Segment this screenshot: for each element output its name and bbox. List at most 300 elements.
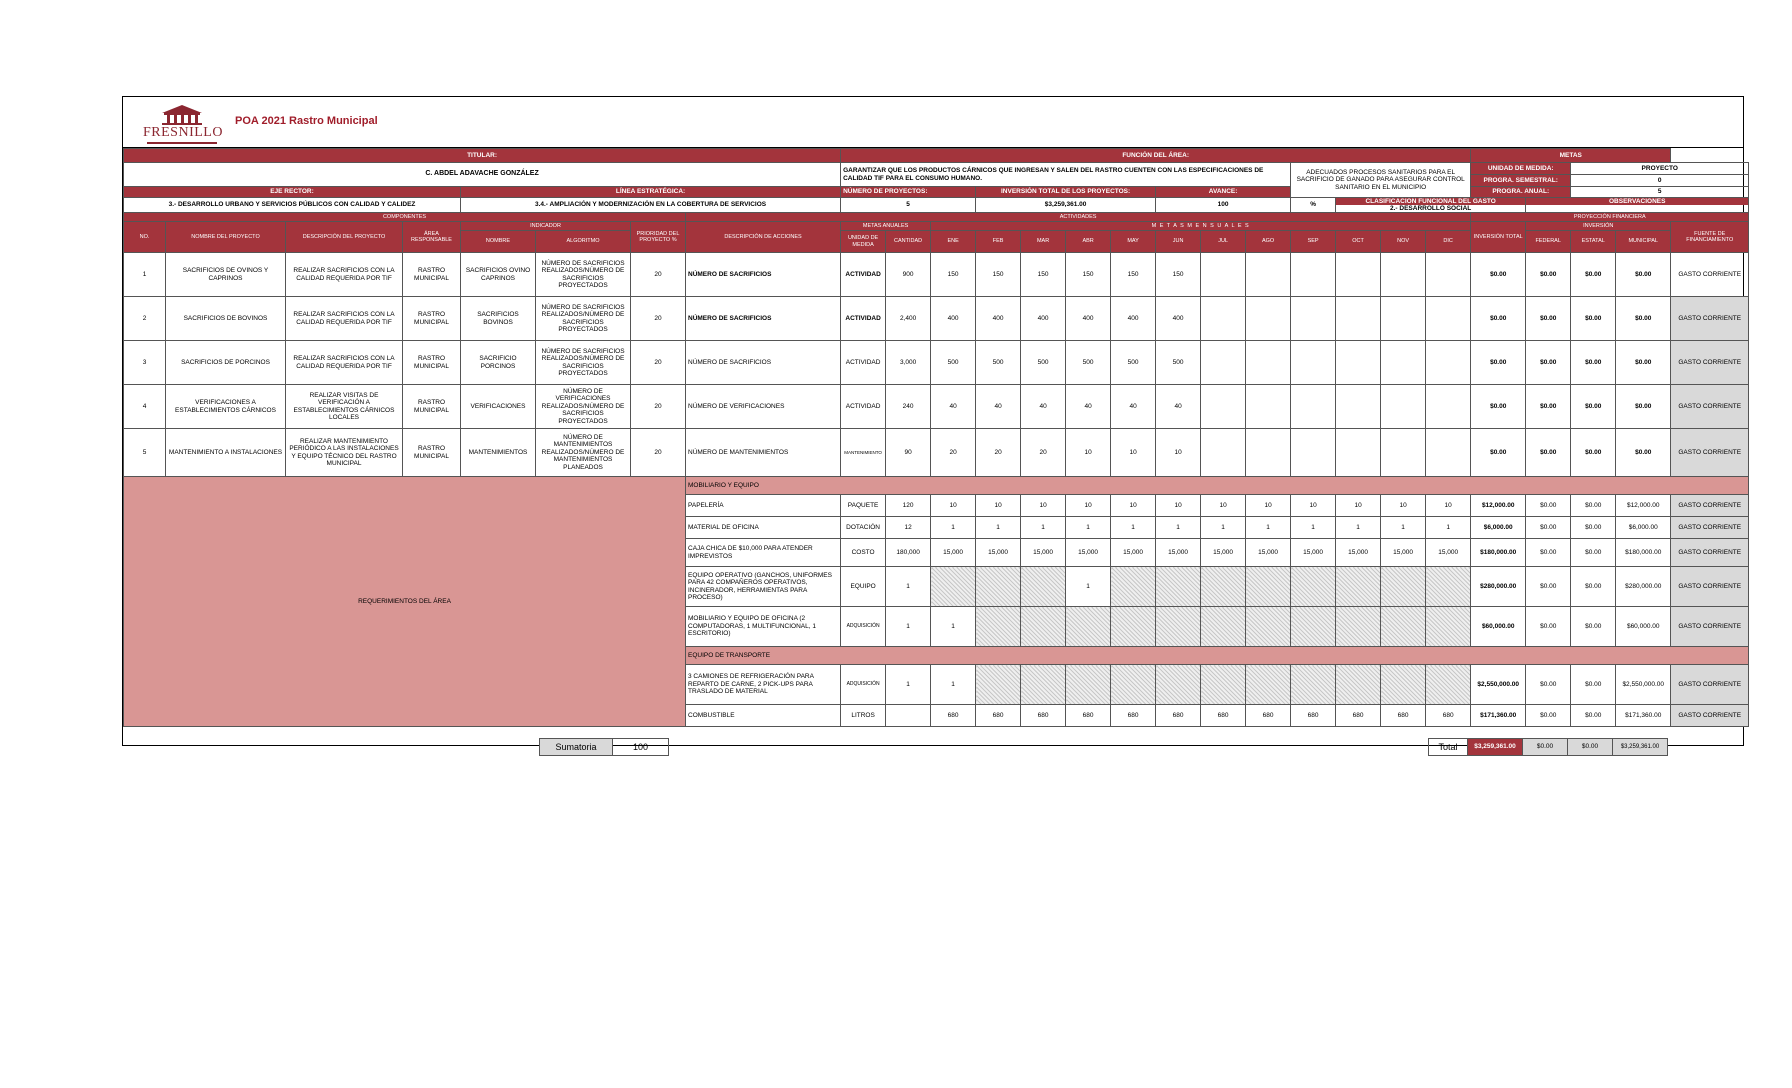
accion-descripcion: MATERIAL DE OFICINA — [686, 517, 841, 539]
inversion-total-cell: $180,000.00 — [1471, 539, 1526, 567]
municipal-cell: $180,000.00 — [1616, 539, 1671, 567]
month-value: 15,000 — [1066, 539, 1111, 567]
month-value — [1381, 567, 1426, 607]
federal-cell: $0.00 — [1526, 517, 1571, 539]
month-header: MAR — [1021, 231, 1066, 253]
accion-unidad: MANTENIMIENTO — [841, 429, 886, 477]
month-value: 10 — [1066, 495, 1111, 517]
accion-descripcion: MOBILIARIO Y EQUIPO DE OFICINA (2 COMPUTADORAS, 1 MULTIFUNCIONAL, 1 ESCRITORIO) — [686, 607, 841, 647]
month-value: 400 — [1066, 297, 1111, 341]
month-value: 150 — [1021, 253, 1066, 297]
unidad-medida-value: PROYECTO — [1571, 163, 1749, 175]
accion-cantidad: 2,400 — [886, 297, 931, 341]
month-value: 15,000 — [1291, 539, 1336, 567]
month-value — [1156, 567, 1201, 607]
project-prioridad: 20 — [631, 385, 686, 429]
avance-value: 100 — [1156, 198, 1291, 213]
month-value: 10 — [1426, 495, 1471, 517]
federal-cell: $0.00 — [1526, 253, 1571, 297]
month-value — [1111, 665, 1156, 705]
accion-cantidad: 12 — [886, 517, 931, 539]
sumatoria-value-box — [612, 738, 669, 756]
month-value: 40 — [1021, 385, 1066, 429]
month-value — [1246, 607, 1291, 647]
indicador-nombre: SACRIFICIOS BOVINOS — [461, 297, 536, 341]
municipal-cell: $12,000.00 — [1616, 495, 1671, 517]
accion-unidad: ACTIVIDAD — [841, 253, 886, 297]
month-value — [1291, 567, 1336, 607]
month-value: 15,000 — [1426, 539, 1471, 567]
month-value: 150 — [1066, 253, 1111, 297]
month-value: 680 — [1111, 705, 1156, 727]
estatal-cell: $0.00 — [1571, 705, 1616, 727]
accion-descripcion: CAJA CHICA DE $10,000 PARA ATENDER IMPREVISTOS — [686, 539, 841, 567]
month-value — [1426, 607, 1471, 647]
inversion-total-cell: $171,360.00 — [1471, 705, 1526, 727]
month-value: 40 — [931, 385, 976, 429]
month-value — [976, 607, 1021, 647]
month-value: 10 — [1111, 429, 1156, 477]
month-value — [1021, 607, 1066, 647]
progra-anual-label: PROGRA. ANUAL: — [1471, 187, 1571, 198]
month-value: 1 — [1381, 517, 1426, 539]
month-value — [1246, 385, 1291, 429]
month-value: 20 — [976, 429, 1021, 477]
month-value — [1201, 567, 1246, 607]
poa-sheet — [122, 96, 1744, 746]
month-value: 150 — [976, 253, 1021, 297]
fuente-cell: GASTO CORRIENTE — [1671, 253, 1749, 297]
month-value — [1336, 665, 1381, 705]
month-value: 400 — [1021, 297, 1066, 341]
project-prioridad: 20 — [631, 253, 686, 297]
month-value: 150 — [1156, 253, 1201, 297]
month-value: 40 — [1111, 385, 1156, 429]
accion-unidad: ADQUISICIÓN — [841, 665, 886, 705]
eje-rector-label: EJE RECTOR: — [124, 187, 461, 198]
sumatoria-box — [539, 738, 613, 756]
project-row — [124, 341, 1749, 385]
accion-cantidad: 1 — [886, 665, 931, 705]
month-value: 1 — [1201, 517, 1246, 539]
month-value — [1156, 607, 1201, 647]
indicador-nombre: MANTENIMIENTOS — [461, 429, 536, 477]
month-value — [1201, 665, 1246, 705]
total-inversion-box — [1467, 738, 1523, 756]
estatal-cell: $0.00 — [1571, 429, 1616, 477]
month-value: 680 — [1336, 705, 1381, 727]
federal-cell: $0.00 — [1526, 385, 1571, 429]
month-value: 10 — [1336, 495, 1381, 517]
project-row — [124, 385, 1749, 429]
project-nombre: SACRIFICIOS DE PORCINOS — [166, 341, 286, 385]
estatal-cell: $0.00 — [1571, 385, 1616, 429]
month-value — [1246, 567, 1291, 607]
month-value: 150 — [1111, 253, 1156, 297]
month-value — [1291, 665, 1336, 705]
inversion-total-cell: $60,000.00 — [1471, 607, 1526, 647]
municipal-cell: $60,000.00 — [1616, 607, 1671, 647]
month-value — [976, 567, 1021, 607]
month-value — [1336, 429, 1381, 477]
month-value: 1 — [1066, 567, 1111, 607]
project-descripcion: REALIZAR SACRIFICIOS CON LA CALIDAD REQUERIDA POR TIF — [286, 253, 403, 297]
month-value — [1291, 429, 1336, 477]
federal-cell: $0.00 — [1526, 429, 1571, 477]
municipal-cell: $0.00 — [1616, 385, 1671, 429]
month-value — [1021, 665, 1066, 705]
month-value: 680 — [1426, 705, 1471, 727]
month-value — [1201, 297, 1246, 341]
project-area: RASTRO MUNICIPAL — [403, 385, 461, 429]
accion-descripcion: NÚMERO DE VERIFICACIONES — [686, 385, 841, 429]
month-value: 680 — [1066, 705, 1111, 727]
col-algoritmo: ALGORITMO — [536, 231, 631, 253]
month-value: 15,000 — [1111, 539, 1156, 567]
month-value: 1 — [1246, 517, 1291, 539]
month-value: 680 — [1201, 705, 1246, 727]
month-value — [931, 567, 976, 607]
total-label: Total — [1438, 742, 1458, 752]
project-nombre: SACRIFICIOS DE BOVINOS — [166, 297, 286, 341]
fuente-cell: GASTO CORRIENTE — [1671, 385, 1749, 429]
funcion-value: GARANTIZAR QUE LOS PRODUCTOS CÁRNICOS QUE INGRESAN Y SALEN DEL RASTRO CUENTEN CON LAS ESPECIFICACIONES DE CALIDAD TIF PARA EL CONSUMO HUMANO. — [841, 163, 1291, 187]
titular-value: C. ABDEL ADAVACHE GONZÁLEZ — [124, 163, 841, 187]
estatal-cell: $0.00 — [1571, 539, 1616, 567]
month-value: 1 — [1021, 517, 1066, 539]
inversion-total-cell: $2,550,000.00 — [1471, 665, 1526, 705]
month-value: 680 — [1246, 705, 1291, 727]
num-proyectos-value: 5 — [841, 198, 976, 213]
month-value: 1 — [931, 517, 976, 539]
month-value: 20 — [1021, 429, 1066, 477]
inversion-total-cell: $0.00 — [1471, 385, 1526, 429]
indicador-algoritmo: NÚMERO DE SACRIFICIOS REALIZADOS/NÚMERO DE SACRIFICIOS PROYECTADOS — [536, 341, 631, 385]
indicador-algoritmo: NÚMERO DE VERIFICACIONES REALIZADOS/NÚMERO DE SACRIFICIOS PROYECTADOS — [536, 385, 631, 429]
month-value — [1381, 429, 1426, 477]
fuente-cell: GASTO CORRIENTE — [1671, 705, 1749, 727]
month-header: AGO — [1246, 231, 1291, 253]
month-value: 500 — [1111, 341, 1156, 385]
project-prioridad: 20 — [631, 297, 686, 341]
month-value: 15,000 — [931, 539, 976, 567]
col-nombre-proyecto: NOMBRE DEL PROYECTO — [166, 222, 286, 253]
project-area: RASTRO MUNICIPAL — [403, 253, 461, 297]
month-value: 500 — [976, 341, 1021, 385]
municipal-cell: $0.00 — [1616, 429, 1671, 477]
month-value: 10 — [1066, 429, 1111, 477]
clasificacion-label: CLASIFICACIÓN FUNCIONAL DEL GASTO — [1336, 198, 1525, 205]
linea-label: LÍNEA ESTRATÉGICA: — [461, 187, 841, 198]
total-inversion: $3,259,361.00 — [1474, 743, 1516, 750]
month-value: 680 — [976, 705, 1021, 727]
month-value — [1426, 385, 1471, 429]
eje-rector-value: 3.- DESARROLLO URBANO Y SERVICIOS PÚBLICOS CON CALIDAD Y CALIDEZ — [124, 198, 461, 213]
project-no: 2 — [124, 297, 166, 341]
project-nombre: VERIFICACIONES A ESTABLECIMIENTOS CÁRNICOS — [166, 385, 286, 429]
inversion-total-value: $3,259,361.00 — [976, 198, 1156, 213]
accion-cantidad: 1 — [886, 567, 931, 607]
accion-descripcion: NÚMERO DE SACRIFICIOS — [686, 253, 841, 297]
project-no: 4 — [124, 385, 166, 429]
total-box — [1428, 738, 1468, 756]
col-federal: FEDERAL — [1526, 231, 1571, 253]
col-indicador: INDICADOR — [461, 222, 631, 231]
month-value — [1246, 341, 1291, 385]
col-municipal: MUNICIPAL — [1616, 231, 1671, 253]
month-value — [1336, 253, 1381, 297]
inversion-total-cell: $0.00 — [1471, 341, 1526, 385]
municipal-cell: $280,000.00 — [1616, 567, 1671, 607]
month-value — [1291, 341, 1336, 385]
federal-cell: $0.00 — [1526, 607, 1571, 647]
titular-label: TITULAR: — [124, 149, 841, 163]
project-row — [124, 297, 1749, 341]
col-estatal: ESTATAL — [1571, 231, 1616, 253]
month-value: 15,000 — [1021, 539, 1066, 567]
unidad-medida-label: UNIDAD DE MEDIDA: — [1471, 163, 1571, 175]
month-header: NOV — [1381, 231, 1426, 253]
proyeccion-header: PROYECCIÓN FINANCIERA — [1471, 213, 1749, 222]
inversion-total-cell: $0.00 — [1471, 297, 1526, 341]
month-value — [1336, 297, 1381, 341]
accion-cantidad: 120 — [886, 495, 931, 517]
project-descripcion: REALIZAR MANTENIMIENTO PERIÓDICO A LAS INSTALACIONES Y EQUIPO TÉCNICO DEL RASTRO MUNICIPAL — [286, 429, 403, 477]
month-value: 500 — [1021, 341, 1066, 385]
month-value — [1381, 341, 1426, 385]
inversion-total-cell: $0.00 — [1471, 253, 1526, 297]
month-value — [1426, 253, 1471, 297]
month-value — [1291, 607, 1336, 647]
month-value — [1066, 665, 1111, 705]
componentes-header: COMPONENTES — [124, 213, 686, 222]
month-header: OCT — [1336, 231, 1381, 253]
col-fuente: FUENTE DE FINANCIAMIENTO — [1671, 222, 1749, 253]
accion-unidad: DOTACIÓN — [841, 517, 886, 539]
page-title: POA 2021 Rastro Municipal — [235, 115, 378, 127]
project-row — [124, 429, 1749, 477]
month-value — [1201, 429, 1246, 477]
inversion-total-cell: $6,000.00 — [1471, 517, 1526, 539]
month-value — [1426, 429, 1471, 477]
estatal-cell: $0.00 — [1571, 341, 1616, 385]
fuente-cell: GASTO CORRIENTE — [1671, 539, 1749, 567]
actividades-header: ACTIVIDADES — [686, 213, 1471, 222]
month-value — [1426, 665, 1471, 705]
observaciones-label: OBSERVACIONES — [1526, 198, 1748, 205]
project-no: 3 — [124, 341, 166, 385]
fuente-cell: GASTO CORRIENTE — [1671, 567, 1749, 607]
avance-unit: % — [1291, 198, 1336, 213]
month-value: 150 — [931, 253, 976, 297]
month-value: 1 — [1156, 517, 1201, 539]
month-value: 680 — [1381, 705, 1426, 727]
total-federal-box — [1522, 738, 1568, 756]
month-value — [1066, 607, 1111, 647]
estatal-cell: $0.00 — [1571, 495, 1616, 517]
estatal-cell: $0.00 — [1571, 607, 1616, 647]
accion-descripcion: PAPELERÍA — [686, 495, 841, 517]
observaciones-cell — [1526, 198, 1749, 213]
month-header: ABR — [1066, 231, 1111, 253]
month-value — [1201, 385, 1246, 429]
month-value: 15,000 — [1156, 539, 1201, 567]
month-header: SEP — [1291, 231, 1336, 253]
accion-descripcion: NÚMERO DE SACRIFICIOS — [686, 341, 841, 385]
month-header: JUL — [1201, 231, 1246, 253]
fuente-cell: GASTO CORRIENTE — [1671, 429, 1749, 477]
month-value — [1156, 665, 1201, 705]
month-value: 500 — [1066, 341, 1111, 385]
indicador-algoritmo: NÚMERO DE MANTENIMIENTOS REALIZADOS/NÚMERO DE MANTENIMIENTOS PLANEADOS — [536, 429, 631, 477]
logo-text: FRESNILLO — [143, 125, 223, 140]
month-value: 20 — [931, 429, 976, 477]
month-value: 40 — [1156, 385, 1201, 429]
month-value — [1201, 607, 1246, 647]
total-estatal-box — [1567, 738, 1613, 756]
month-value: 10 — [931, 495, 976, 517]
month-value: 1 — [1336, 517, 1381, 539]
sheet-header — [123, 97, 1743, 148]
accion-descripcion: EQUIPO OPERATIVO (GANCHOS, UNIFORMES PARA 42 COMPAÑEROS OPERATIVOS, INCINERADOR, HERRAMIENTAS PARA PROCESO) — [686, 567, 841, 607]
project-descripcion: REALIZAR VISITAS DE VERIFICACIÓN A ESTABLECIMIENTOS CÁRNICOS LOCALES — [286, 385, 403, 429]
month-value: 680 — [1156, 705, 1201, 727]
mobiliario-header-row — [124, 477, 1749, 495]
col-descripcion-proyecto: DESCRIPCIÓN DEL PROYECTO — [286, 222, 403, 253]
month-value — [976, 665, 1021, 705]
sumatoria-label: Sumatoria — [555, 742, 597, 752]
month-value — [1336, 385, 1381, 429]
month-value: 10 — [1111, 495, 1156, 517]
mobiliario-header: MOBILIARIO Y EQUIPO — [686, 477, 1749, 495]
month-value — [1426, 297, 1471, 341]
month-value: 10 — [1156, 429, 1201, 477]
accion-unidad: PAQUETE — [841, 495, 886, 517]
month-value: 10 — [1246, 495, 1291, 517]
federal-cell: $0.00 — [1526, 539, 1571, 567]
estatal-cell: $0.00 — [1571, 253, 1616, 297]
col-inversion-total: INVERSIÓN TOTAL — [1471, 222, 1526, 253]
indicador-nombre: SACRIFICIO PORCINOS — [461, 341, 536, 385]
accion-cantidad: 90 — [886, 429, 931, 477]
col-inversion: INVERSIÓN — [1526, 222, 1671, 231]
inversion-total-cell: $12,000.00 — [1471, 495, 1526, 517]
logo-underline — [147, 142, 217, 144]
month-value — [1381, 385, 1426, 429]
progra-anual-value: 5 — [1571, 187, 1749, 198]
month-value: 1 — [931, 665, 976, 705]
indicador-algoritmo: NÚMERO DE SACRIFICIOS REALIZADOS/NÚMERO DE SACRIFICIOS PROYECTADOS — [536, 297, 631, 341]
accion-unidad: ADQUISICIÓN — [841, 607, 886, 647]
col-descripcion-acciones: DESCRIPCIÓN DE ACCIONES — [686, 222, 841, 253]
month-value: 1 — [976, 517, 1021, 539]
accion-unidad: ACTIVIDAD — [841, 297, 886, 341]
federal-cell: $0.00 — [1526, 297, 1571, 341]
month-value: 10 — [1291, 495, 1336, 517]
municipal-cell: $0.00 — [1616, 341, 1671, 385]
municipal-cell: $2,550,000.00 — [1616, 665, 1671, 705]
fuente-cell: GASTO CORRIENTE — [1671, 297, 1749, 341]
project-area: RASTRO MUNICIPAL — [403, 297, 461, 341]
inversion-total-cell: $280,000.00 — [1471, 567, 1526, 607]
estatal-cell: $0.00 — [1571, 567, 1616, 607]
inversion-total-label: INVERSIÓN TOTAL DE LOS PROYECTOS: — [976, 187, 1156, 198]
total-municipal-box — [1612, 738, 1668, 756]
progra-semestral-label: PROGRA. SEMESTRAL: — [1471, 175, 1571, 187]
month-value: 10 — [1021, 495, 1066, 517]
project-descripcion: REALIZAR SACRIFICIOS CON LA CALIDAD REQUERIDA POR TIF — [286, 341, 403, 385]
month-value — [1381, 665, 1426, 705]
month-value: 1 — [1426, 517, 1471, 539]
month-value: 10 — [1201, 495, 1246, 517]
inversion-total-cell: $0.00 — [1471, 429, 1526, 477]
month-value: 680 — [1021, 705, 1066, 727]
month-value: 400 — [931, 297, 976, 341]
month-value — [1381, 297, 1426, 341]
accion-unidad: ACTIVIDAD — [841, 341, 886, 385]
fuente-cell: GASTO CORRIENTE — [1671, 607, 1749, 647]
accion-cantidad: 240 — [886, 385, 931, 429]
month-value: 10 — [976, 495, 1021, 517]
project-nombre: SACRIFICIOS DE OVINOS Y CAPRINOS — [166, 253, 286, 297]
month-value — [1291, 385, 1336, 429]
month-value — [1381, 253, 1426, 297]
month-header: JUN — [1156, 231, 1201, 253]
col-prioridad: PRIORIDAD DEL PROYECTO % — [631, 222, 686, 253]
fresnillo-logo — [143, 103, 221, 143]
month-value: 1 — [1066, 517, 1111, 539]
month-value: 680 — [931, 705, 976, 727]
month-value: 15,000 — [1381, 539, 1426, 567]
month-value — [1336, 567, 1381, 607]
month-value: 680 — [1291, 705, 1336, 727]
requerimientos-area: REQUERIMIENTOS DEL ÁREA — [124, 477, 686, 727]
indicador-algoritmo: NÚMERO DE SACRIFICIOS REALIZADOS/NÚMERO DE SACRIFICIOS PROYECTADOS — [536, 253, 631, 297]
month-value: 15,000 — [976, 539, 1021, 567]
project-no: 1 — [124, 253, 166, 297]
month-header: DIC — [1426, 231, 1471, 253]
project-prioridad: 20 — [631, 341, 686, 385]
federal-cell: $0.00 — [1526, 665, 1571, 705]
clasificacion-cell — [1336, 198, 1526, 213]
col-cantidad: CANTIDAD — [886, 231, 931, 253]
municipal-cell: $6,000.00 — [1616, 517, 1671, 539]
month-value — [1336, 341, 1381, 385]
accion-descripcion: COMBUSTIBLE — [686, 705, 841, 727]
col-area-responsable: ÁREA RESPONSABLE — [403, 222, 461, 253]
month-value — [1246, 429, 1291, 477]
total-federal: $0.00 — [1536, 743, 1554, 750]
accion-cantidad: 1 — [886, 607, 931, 647]
accion-unidad: LITROS — [841, 705, 886, 727]
col-no: NO. — [124, 222, 166, 253]
project-nombre: MANTENIMIENTO A INSTALACIONES — [166, 429, 286, 477]
estatal-cell: $0.00 — [1571, 517, 1616, 539]
city-hall-icon — [159, 103, 205, 125]
month-value: 400 — [1156, 297, 1201, 341]
month-value: 1 — [1291, 517, 1336, 539]
month-value: 10 — [1156, 495, 1201, 517]
month-header: MAY — [1111, 231, 1156, 253]
indicador-nombre: VERIFICACIONES — [461, 385, 536, 429]
fuente-cell: GASTO CORRIENTE — [1671, 665, 1749, 705]
month-value — [1336, 607, 1381, 647]
month-value: 15,000 — [1336, 539, 1381, 567]
month-value — [1381, 607, 1426, 647]
month-value: 500 — [1156, 341, 1201, 385]
avance-label: AVANCE: — [1156, 187, 1291, 198]
municipal-cell: $0.00 — [1616, 297, 1671, 341]
